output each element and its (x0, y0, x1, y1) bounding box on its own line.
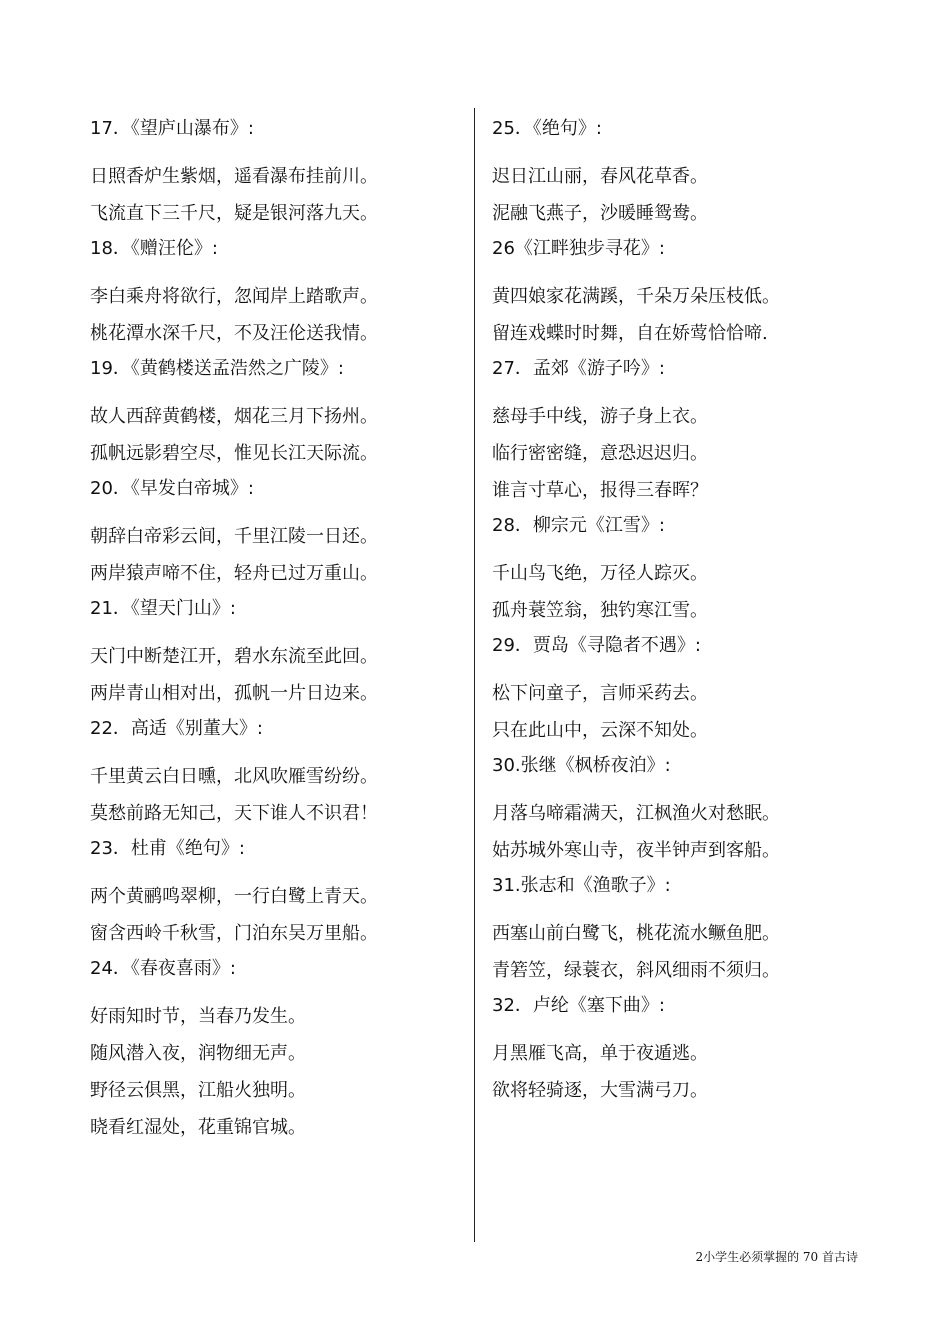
poem-heading: 29．贾岛《寻隐者不遇》: (492, 635, 701, 656)
poem-block (492, 352, 912, 509)
poem-line: 野径云俱黑，江船火独明。 (90, 1080, 306, 1101)
poem-line: 临行密密缝，意恐迟迟归。 (492, 443, 708, 464)
poem-line: 孤舟蓑笠翁，独钓寒江雪。 (492, 600, 708, 621)
poem-block (492, 112, 912, 232)
poem-block (90, 832, 470, 952)
poem-line: 晓看红湿处，花重锦官城。 (90, 1117, 306, 1138)
poem-line: 好雨知时节，当春乃发生。 (90, 1006, 306, 1027)
poem-line: 欲将轻骑逐，大雪满弓刀。 (492, 1080, 708, 1101)
page-footer: 2小学生必须掌握的 70 首古诗 (695, 1250, 858, 1264)
poem-block (492, 749, 912, 869)
poem-block (492, 629, 912, 749)
poem-heading: 27．孟郊《游子吟》: (492, 358, 665, 379)
poem-block (90, 952, 470, 1146)
poem-heading: 17．《望庐山瀑布》: (90, 118, 254, 139)
poem-block (90, 472, 470, 592)
poem-line: 松下问童子，言师采药去。 (492, 683, 708, 704)
poem-heading: 25．《绝句》: (492, 118, 602, 139)
poem-line: 西塞山前白鹭飞，桃花流水鳜鱼肥。 (492, 923, 780, 944)
poem-heading: 21．《望天门山》: (90, 598, 236, 619)
poem-line: 随风潜入夜，润物细无声。 (90, 1043, 306, 1064)
poem-line: 李白乘舟将欲行，忽闻岸上踏歌声。 (90, 286, 378, 307)
poem-line: 留连戏蝶时时舞，自在娇莺恰恰啼. (492, 323, 768, 344)
poem-heading: 30.张继《枫桥夜泊》: (492, 755, 671, 776)
poem-line: 飞流直下三千尺，疑是银河落九天。 (90, 203, 378, 224)
poem-line: 朝辞白帝彩云间，千里江陵一日还。 (90, 526, 378, 547)
poem-line: 窗含西岭千秋雪，门泊东吴万里船。 (90, 923, 378, 944)
poem-line: 黄四娘家花满蹊，千朵万朵压枝低。 (492, 286, 780, 307)
poem-block (90, 712, 470, 832)
poem-heading: 32．卢纶《塞下曲》: (492, 995, 665, 1016)
poem-block (90, 112, 470, 232)
poem-block (492, 232, 912, 352)
poem-heading: 28．柳宗元《江雪》: (492, 515, 665, 536)
poem-line: 两岸青山相对出，孤帆一片日边来。 (90, 683, 378, 704)
poem-block (90, 352, 470, 472)
poem-block (492, 509, 912, 629)
poem-line: 千里黄云白日曛，北风吹雁雪纷纷。 (90, 766, 378, 787)
poem-line: 月黑雁飞高，单于夜遁逃。 (492, 1043, 708, 1064)
poem-heading: 19．《黄鹤楼送孟浩然之广陵》: (90, 358, 344, 379)
poem-line: 千山鸟飞绝，万径人踪灭。 (492, 563, 708, 584)
poem-block (492, 869, 912, 989)
poem-line: 泥融飞燕子，沙暖睡鸳鸯。 (492, 203, 708, 224)
poem-line: 迟日江山丽，春风花草香。 (492, 166, 708, 187)
poem-heading: 24．《春夜喜雨》: (90, 958, 236, 979)
poem-line: 故人西辞黄鹤楼，烟花三月下扬州。 (90, 406, 378, 427)
poem-heading: 23．杜甫《绝句》: (90, 838, 245, 859)
poem-line: 两个黄鹂鸣翠柳，一行白鹭上青天。 (90, 886, 378, 907)
poem-block (90, 592, 470, 712)
poem-line: 桃花潭水深千尺，不及汪伦送我情。 (90, 323, 378, 344)
poem-line: 日照香炉生紫烟，遥看瀑布挂前川。 (90, 166, 378, 187)
poem-line: 莫愁前路无知己，天下谁人不识君！ (90, 803, 378, 824)
poem-block (492, 989, 912, 1109)
left-column (90, 112, 470, 1146)
column-divider (474, 108, 475, 1242)
poem-line: 天门中断楚江开，碧水东流至此回。 (90, 646, 378, 667)
right-column (492, 112, 912, 1109)
poem-heading: 20．《早发白帝城》: (90, 478, 254, 499)
poem-line: 谁言寸草心，报得三春晖？ (492, 480, 708, 501)
poem-heading: 31.张志和《渔歌子》: (492, 875, 671, 896)
poem-line: 只在此山中，云深不知处。 (492, 720, 708, 741)
poem-line: 青箬笠，绿蓑衣，斜风细雨不须归。 (492, 960, 780, 981)
poem-block (90, 232, 470, 352)
poem-heading: 26《江畔独步寻花》: (492, 238, 665, 259)
poem-heading: 22．高适《别董大》: (90, 718, 263, 739)
poem-line: 孤帆远影碧空尽，惟见长江天际流。 (90, 443, 378, 464)
poem-line: 慈母手中线，游子身上衣。 (492, 406, 708, 427)
poem-heading: 18．《赠汪伦》: (90, 238, 218, 259)
poem-line: 月落乌啼霜满天，江枫渔火对愁眠。 (492, 803, 780, 824)
poem-line: 两岸猿声啼不住，轻舟已过万重山。 (90, 563, 378, 584)
poem-line: 姑苏城外寒山寺，夜半钟声到客船。 (492, 840, 780, 861)
